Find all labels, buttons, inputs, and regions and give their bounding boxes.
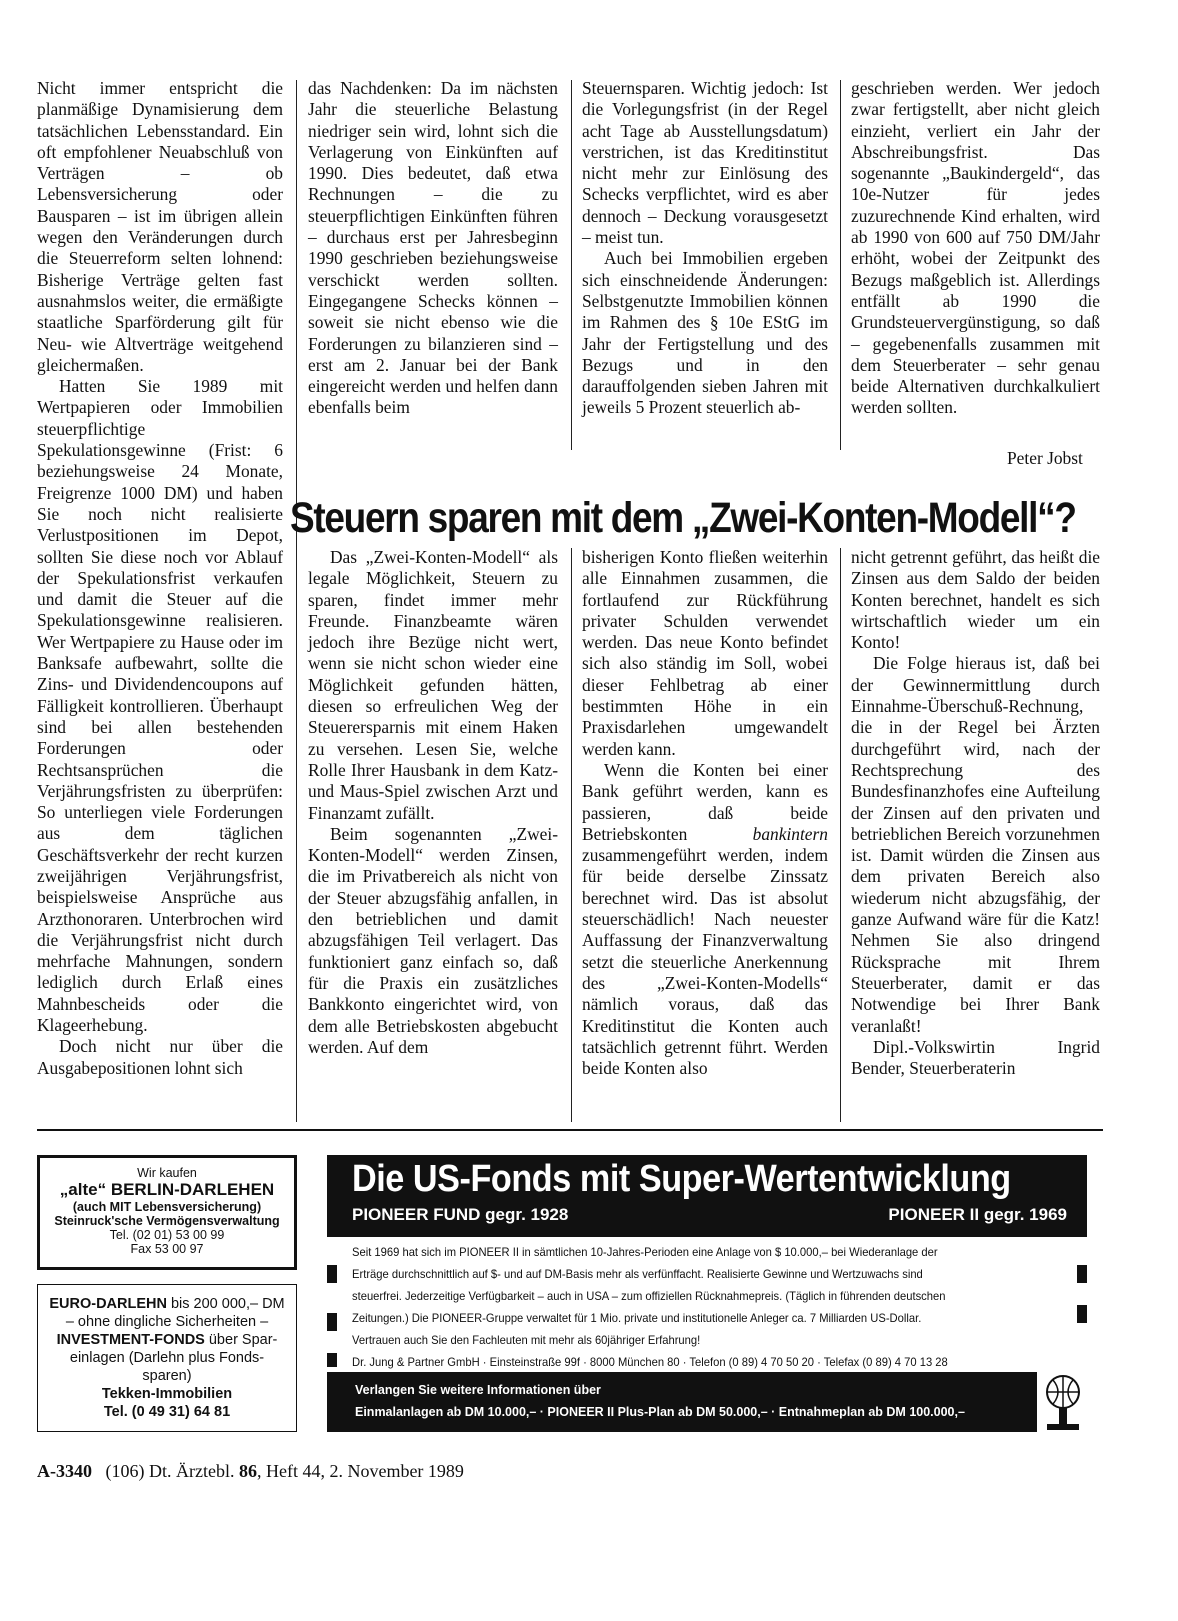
paragraph: Auch bei Immobilien ergeben sich einschneidende Änderungen: Selbstgenutzte Immobilien können im Rahmen des § 10e EStG im Jahr der Fertigstellung und des Bezugs und in den darauffolgenden sieben Jahren mit jeweils 5 Prozent steuerlich ab- xyxy=(582,248,828,418)
column-divider xyxy=(571,548,572,1122)
ad-berlin-darlehen xyxy=(37,1155,297,1270)
paragraph: Die Folge hieraus ist, daß bei der Gewinnermittlung durch Einnahme-Überschuß-Rechnung, die in der Regel bei Ärzten durchgeführt wird, nach der Rechtsprechung des Bundesfinanzhofes eine Aufteilung der Zinsen auf den privaten und betrieblichen Bereich vorzunehmen ist. Damit würden die Zinsen aus dem privaten Bereich also wiederum nicht abzugsfähig, der ganze Aufwand wäre für die Katz! Nehmen Sie also dringend Rücksprache mit Ihrem Steuerberater, damit er das Notwendige bei Ihrer Bank veranlaßt! xyxy=(851,653,1100,1036)
paragraph: Beim sogenannten „Zwei-Konten-Modell“ werden Zinsen, die im Privatbereich als nicht von der Steuer abzugsfähig anfallen, in den betrieblichen und damit abzugsfähigen Teil verlagert. Das funktioniert ganz einfach so, daß für die Praxis ein zusätzliches Bankkonto eingerichtet wird, von dem alle Betriebskosten abgebucht werden. Auf dem xyxy=(308,823,558,1057)
bullet-square xyxy=(327,1353,337,1367)
bullet-square xyxy=(327,1265,337,1283)
paragraph: bisherigen Konto fließen weiterhin alle Einnahmen zusammen, die fortlaufend zur Rückführung privater Schulden verwendet werden. Das neue Konto befindet sich also ständig im Soll, wobei dieser Fehlbetrag ab einer bestimmten Höhe in ein Praxisdarlehen umgewandelt werden kann. xyxy=(582,547,828,759)
ad-footer-line: Einmalanlagen ab DM 10.000,– · PIONEER II Plus-Plan ab DM 50.000,– · Entnahmeplan ab DM 100.000,– xyxy=(355,1405,965,1419)
column-divider xyxy=(571,80,572,450)
text: Wenn die Konten bei einer Bank geführt werden, kann es passieren, daß beide Betriebskonten xyxy=(582,759,828,844)
upper-column-2 xyxy=(308,78,558,419)
author-firstname: Ingrid xyxy=(1057,1036,1100,1057)
article-column-2 xyxy=(308,547,558,1058)
ad-body-line: steuerfrei. Jederzeitige Verfügbarkeit – auch in USA – zum offiziellen Rücknahmepreis. (Täglich in führenden deutschen xyxy=(352,1289,946,1303)
column-divider xyxy=(296,80,297,1122)
ad-sub-right: PIONEER II gegr. 1969 xyxy=(888,1205,1067,1224)
author-peter-jobst: Peter Jobst xyxy=(1007,448,1083,468)
paragraph: nicht getrennt geführt, das heißt die Zinsen aus dem Saldo der beiden Konten berechnet, handelt es sich wirtschaftlich wieder um ein Konto! xyxy=(851,547,1100,653)
bullet-square xyxy=(1077,1305,1087,1323)
article-headline: Steuern sparen mit dem „Zwei-Konten-Modell“? xyxy=(290,494,1076,542)
ad-line: Steinruck'sche Vermögensverwaltung xyxy=(54,1214,280,1228)
text: zusammengeführt werden, indem für beide derselbe Zinssatz berechnet wird. Das ist absolut steuerschädlich! Nach neuester Auffassung der Finanzverwaltung setzt die steuerliche Anerkennung des „Zwei-Konten-Modells“ nämlich voraus, daß das Kreditinstitut die Konten auch tatsächlich getrennt führt. Werden beide Konten also xyxy=(582,845,828,1079)
author-title: Dipl.-Volkswirtin xyxy=(873,1036,995,1057)
ad-headline: Die US-Fonds mit Super-Wertentwicklung xyxy=(352,1158,1011,1200)
paragraph xyxy=(582,760,828,1079)
section-rule xyxy=(37,1129,1103,1131)
page-footer xyxy=(37,1460,464,1482)
column-divider xyxy=(840,548,841,1122)
ad-fax: Fax 53 00 97 xyxy=(130,1242,204,1256)
upper-column-3 xyxy=(582,78,828,419)
ad-text: über Spar- xyxy=(204,1332,278,1348)
journal-issue: , Heft 44, 2. November 1989 xyxy=(256,1461,464,1481)
ad-contact-line: Dr. Jung & Partner GmbH · Einsteinstraße 99f · 8000 München 80 · Telefon (0 89) 4 70 50 20 · Telefax (0 89) 4 70 13 28 xyxy=(352,1355,948,1369)
paragraph: Nicht immer entspricht die planmäßige Dynamisierung dem tatsächlichen Lebensstandard. Ein oft empfohlener Neuabschluß von Verträgen – ob Lebensversicherung oder Bausparen – ist im übrigen allein wegen den Veränderungen durch die Steuerreform selten lohnend: Bisherige Verträge gelten fast ausnahmslos weiter, die ermäßigte staatliche Sparförderung gilt für Neu- wie Altverträge weitgehend gleichermaßen. xyxy=(37,78,283,375)
emphasis: bankintern xyxy=(752,823,828,844)
ad-body-line: Zeitungen.) Die PIONEER-Gruppe verwaltet für 1 Mio. private und institutionelle Anleger ca. 7 Milliarden US-Dollar. xyxy=(352,1311,922,1325)
article-column-3 xyxy=(582,547,828,1079)
ad-line: – ohne dingliche Sicherheiten – xyxy=(65,1314,269,1330)
paragraph: das Nachdenken: Da im nächsten Jahr die steuerliche Belastung niedriger sein wird, lohnt sich die Verlagerung von Einkünften auf 1990. Dies bedeutet, daß etwa Rechnungen – die zu steuerpflichtigen Einkünften führen – durchaus erst per Jahresbeginn 1990 geschrieben beziehungsweise verschickt werden sollten. Eingegangene Schecks können – soweit sie nicht ebenso wie die Forderungen zu bilanzieren sind – erst am 2. Januar bei der Bank eingereicht werden und helfen dann ebenfalls beim xyxy=(308,78,558,418)
ad-bold: INVESTMENT-FONDS xyxy=(56,1332,205,1348)
ad-phone: Tel. (0 49 31) 64 81 xyxy=(103,1404,231,1420)
ad-body-line: Seit 1969 hat sich im PIONEER II in sämtlichen 10-Jahres-Perioden eine Anlage von $ 10.000,– bei Wiederanlage der xyxy=(352,1245,938,1259)
article-column-4 xyxy=(851,547,1100,1079)
paragraph: Steuernsparen. Wichtig jedoch: Ist die Vorlegungsfrist (in der Regel acht Tage ab Ausstellungsdatum) verstrichen, ist das Kreditinstitut nicht mehr zur Einlösung des Schecks verpflichtet, wird es aber dennoch – Deckung vorausgesetzt – meist tun. xyxy=(582,78,828,248)
ad-text: bis 200 000,– DM xyxy=(166,1296,285,1312)
ad-line: sparen) xyxy=(142,1368,192,1384)
ad-line: (auch MIT Lebensversicherung) xyxy=(72,1200,262,1214)
ad-body-line: Erträge durchschnittlich auf $- und auf DM-Basis mehr als verfünffacht. Realisierte Gewinne und Wertzuwachs sind xyxy=(352,1267,923,1281)
ad-body-line: Vertrauen auch Sie den Fachleuten mit mehr als 60jähriger Erfahrung! xyxy=(352,1333,701,1347)
pioneer-logo-icon xyxy=(1039,1373,1087,1432)
bullet-square xyxy=(1077,1265,1087,1283)
journal-reference: (106) Dt. Ärztebl. xyxy=(105,1461,235,1481)
ad-phone: Tel. (02 01) 53 00 99 xyxy=(109,1228,225,1242)
ad-line: einlagen (Darlehn plus Fonds- xyxy=(69,1350,265,1366)
upper-column-1 xyxy=(37,78,283,1079)
ad-pioneer-fund xyxy=(327,1155,1087,1432)
author-line-2: Bender, Steuerberaterin xyxy=(851,1058,1016,1079)
page-number: A-3340 xyxy=(37,1461,92,1481)
ad-sub-left: PIONEER FUND gegr. 1928 xyxy=(352,1205,569,1224)
paragraph: Doch nicht nur über die Ausgabepositionen lohnt sich xyxy=(37,1036,283,1078)
ad-title: „alte“ BERLIN-DARLEHEN xyxy=(59,1180,275,1199)
paragraph: Das „Zwei-Konten-Modell“ als legale Möglichkeit, Steuern zu sparen, findet immer mehr Freunde. Finanzbeamte wären jedoch ihre Bezüge nicht wert, wenn sie nicht schon wieder eine Möglichkeit gefunden hätten, diesen so erfreulichen Weg der Steuerersparnis mit einem Haken zu versehen. Lesen Sie, welche Rolle Ihrer Hausbank in dem Katz- und Maus-Spiel zwischen Arzt und Finanzamt zufällt. xyxy=(308,547,558,823)
ad-header-band xyxy=(327,1155,1087,1237)
ad-footer-line: Verlangen Sie weitere Informationen über xyxy=(355,1383,601,1397)
journal-volume: 86 xyxy=(238,1461,257,1481)
ad-line xyxy=(44,1295,290,1313)
ad-body xyxy=(352,1241,1057,1373)
paragraph: geschrieben werden. Wer jedoch zwar fertigstellt, aber nicht gleich einzieht, verliert ein Jahr der Abschreibungsfrist. Das sogenannte „Baukindergeld“, das 10e-Nutzer für jedes zuzurechnende Kind erhalten, wird ab 1990 von 600 auf 750 DM/Jahr erhöht, wobei der Zeitpunkt des Bezugs maßgeblich ist. Allerdings entfällt ab 1990 die Grundsteuervergünstigung, so daß – gegebenenfalls zusammen mit dem Steuerberater – sehr genau beide Alternativen durchkalkuliert werden sollten. xyxy=(851,78,1100,418)
upper-column-4 xyxy=(851,78,1100,419)
column-divider xyxy=(840,80,841,450)
ad-company: Tekken-Immobilien xyxy=(101,1386,233,1402)
ad-euro-darlehn xyxy=(37,1284,297,1432)
ad-bold: EURO-DARLEHN xyxy=(49,1296,167,1312)
paragraph: Hatten Sie 1989 mit Wertpapieren oder Immobilien steuerpflichtige Spekulationsgewinne (Frist: 6 beziehungsweise 24 Monate, Freigrenze 1000 DM) und haben Sie noch nicht realisierte Verlustpositionen im Depot, sollten Sie diese noch vor Ablauf der Spekulationsfrist verkaufen und damit die Steuer auf die Spekulationsgewinne realisieren. Wer Wertpapiere zu Hause oder im Banksafe aufbewahrt, sollte die Zins- und Dividendencoupons auf Fälligkeit kontrollieren. Überhaupt sind bei allen bestehenden Forderungen oder Rechtsansprüchen die Verjährungsfristen zu überprüfen: So unterliegen viele Forderungen aus dem täglichen Geschäftsverkehr der recht kurzen zweijährigen Verjährungsfrist, beispielsweise Ansprüche aus Arzthonoraren. Unterbrochen wird die Verjährungsfrist nicht durch mehrfache Mahnungen, sondern lediglich durch Erlaß eines Mahnbescheids oder die Klageerhebung. xyxy=(37,376,283,1036)
bullet-square xyxy=(327,1313,337,1331)
author-line xyxy=(851,1037,1100,1058)
ad-footer-band xyxy=(327,1372,1037,1432)
ad-line: Wir kaufen xyxy=(137,1166,197,1180)
ad-line xyxy=(44,1331,290,1349)
